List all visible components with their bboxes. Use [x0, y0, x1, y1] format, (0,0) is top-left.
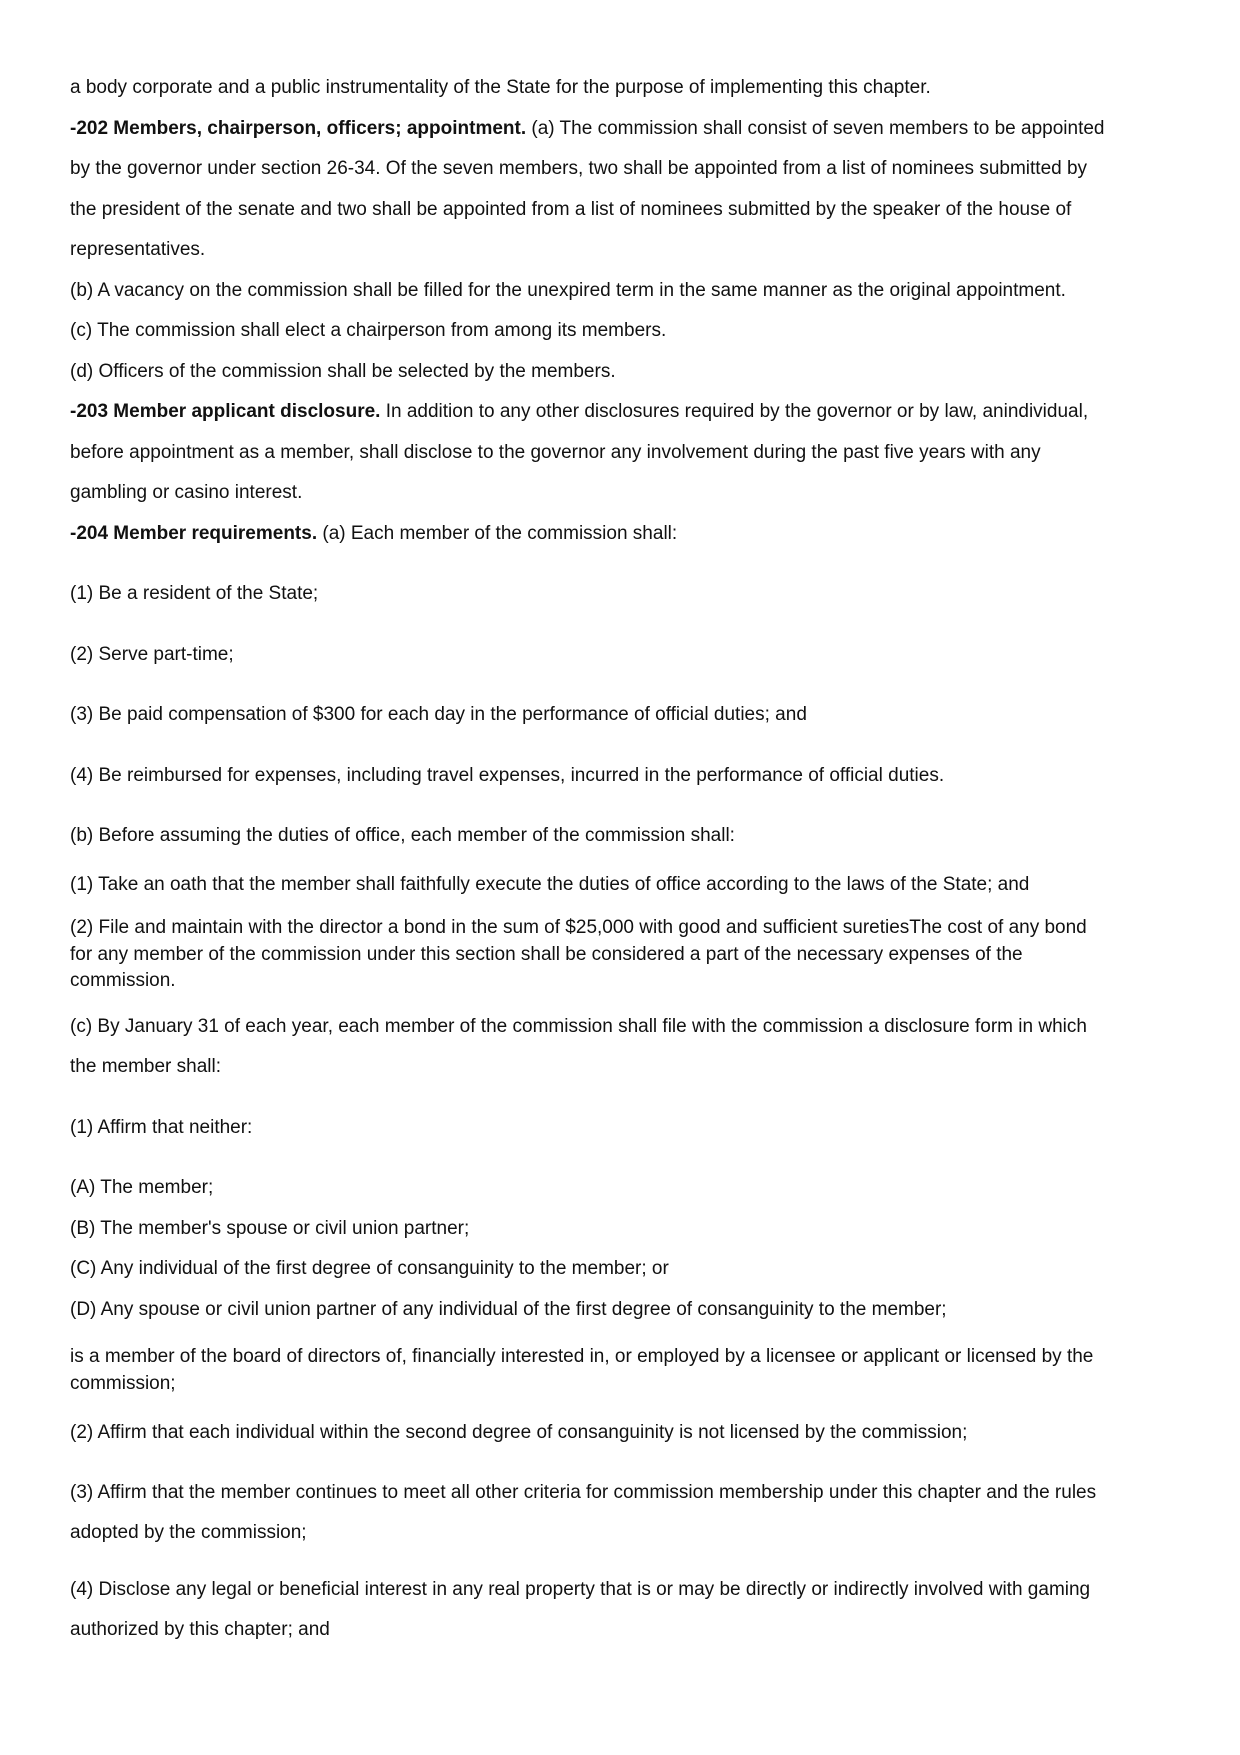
section-204-b-2-line-1: (2) File and maintain with the director a bond in the sum of $25,000 with good and sufficient suretiesThe cost of any bond — [70, 917, 1087, 938]
section-204-c-2: (2) Affirm that each individual within the second degree of consanguinity is not licensed by the commission; — [70, 1422, 968, 1443]
section-203-text: In addition to any other disclosures required by the governor or by law, anindividual, — [380, 401, 1089, 422]
section-204-c-1-B: (B) The member's spouse or civil union partner; — [70, 1217, 470, 1239]
section-203-heading: -203 Member applicant disclosure. — [70, 401, 381, 422]
section-204-c-3-line-2: adopted by the commission; — [70, 1522, 307, 1543]
section-203 — [70, 392, 1180, 514]
section-202-b: (b) A vacancy on the commission shall be filled for the unexpired term in the same manner as the original appointment. — [70, 279, 1066, 301]
section-204-c-line-2: the member shall: — [70, 1056, 222, 1077]
section-203-line-3: gambling or casino interest. — [70, 482, 303, 503]
section-204-a-4: (4) Be reimbursed for expenses, including travel expenses, incurred in the performance of official duties. — [70, 764, 945, 786]
document-page — [70, 68, 1180, 1651]
section-204-c-3 — [70, 1473, 1180, 1554]
section-204-b-1: (1) Take an oath that the member shall faithfully execute the duties of office according to the laws of the State; and — [70, 873, 1030, 895]
section-204-c-1-D: (D) Any spouse or civil union partner of any individual of the first degree of consanguinity to the member; — [70, 1298, 947, 1320]
section-204-c-1-tail-line-2: commission; — [70, 1372, 176, 1394]
section-202-a-text: (a) The commission shall consist of seven members to be appointed — [526, 117, 1105, 139]
section-202-line-2: by the governor under section 26-34. Of the seven members, two shall be appointed from a list of nominees submitted by — [70, 158, 1088, 179]
section-204-c-4-line-1: (4) Disclose any legal or beneficial interest in any real property that is or may be directly or indirectly involved with gaming — [70, 1578, 1091, 1600]
section-203-line-2: before appointment as a member, shall disclose to the governor any involvement during the past five years with any — [70, 441, 1041, 463]
section-204-b-2 — [70, 915, 1180, 995]
section-204-c-4 — [70, 1570, 1180, 1651]
section-202 — [70, 109, 1180, 393]
section-202-line-3: the president of the senate and two shall be appointed from a list of nominees submitted by the speaker of the house of — [70, 198, 1072, 220]
section-204-c — [70, 1007, 1180, 1088]
section-204-c-line-1: (c) By January 31 of each year, each member of the commission shall file with the commission a disclosure form in which — [70, 1015, 1087, 1037]
section-204-c-1-A: (A) The member; — [70, 1177, 214, 1198]
intro-line: a body corporate and a public instrumentality of the State for the purpose of implementing this chapter. — [70, 77, 931, 98]
section-204-b-intro: (b) Before assuming the duties of office, each member of the commission shall: — [70, 825, 735, 846]
section-204-c-3-line-1: (3) Affirm that the member continues to meet all other criteria for commission membership under this chapter and the rules — [70, 1481, 1097, 1503]
section-204-line-1 — [70, 514, 1180, 555]
section-204-c-1-C: (C) Any individual of the first degree of consanguinity to the member; or — [70, 1258, 669, 1279]
section-204-c-1: (1) Affirm that neither: — [70, 1116, 253, 1138]
section-204-a-2: (2) Serve part-time; — [70, 643, 234, 665]
section-202-c: (c) The commission shall elect a chairperson from among its members. — [70, 320, 667, 341]
section-204-a-3: (3) Be paid compensation of $300 for each day in the performance of official duties; and — [70, 704, 807, 725]
section-204 — [70, 514, 1180, 1651]
section-202-line-4: representatives. — [70, 239, 206, 260]
section-204-a-1: (1) Be a resident of the State; — [70, 583, 319, 604]
section-204-b-2-line-3: commission. — [70, 970, 176, 991]
section-202-heading: -202 Members, chairperson, officers; appointment. — [70, 117, 527, 139]
section-204-a-intro: (a) Each member of the commission shall: — [317, 522, 678, 544]
section-204-c-4-line-2: authorized by this chapter; and — [70, 1619, 330, 1640]
section-202-line-1 — [70, 109, 1180, 150]
section-204-b-2-line-2: for any member of the commission under this section shall be considered a part of the necessary expenses of the — [70, 943, 1023, 965]
section-204-heading: -204 Member requirements. — [70, 522, 318, 544]
section-204-c-1-tail-line-1: is a member of the board of directors of, financially interested in, or employed by a licensee or applicant or licensed by the — [70, 1346, 1094, 1367]
section-202-d: (d) Officers of the commission shall be selected by the members. — [70, 360, 616, 382]
section-204-c-1-tail — [70, 1344, 1180, 1397]
section-203-line-1 — [70, 392, 1180, 433]
